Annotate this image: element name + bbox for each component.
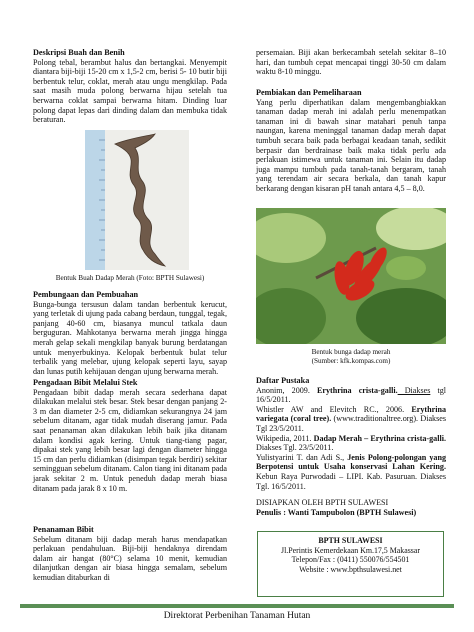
footer-text: Direktorat Perbenihan Tanaman Hutan: [163, 611, 311, 621]
ref-3: Wikipedia, 2011. Dadap Merah – Erythrina crista-galli. Diakses Tgl. 23/5/2011.: [256, 433, 446, 453]
pengadaan-text: Pengadaan bibit dadap merah secara sederhana dapat dilakukan melalui stek besar. Stek besar dengan panjang 2-3 m dan diameter 2-5 cm, didiamkan sekurangnya 24 jam sebelum ditanam, agar tidak mudah diserang jamur. Pada saat penanaman akan dilakukan lebih baik jika ditanam dalam kondisi agak kering. Untuk tiang-tiang pagar, dipakai stek yang lebih besar lagi dengan diameter hingga 15 cm dan perlu didiamkan (disimpan tegak berdiri) sekitar semingguan sebelum ditanam. Calon tiang ini ditanam pada jarak sekitar 2 m. Untuk peneduh dadap merah biasa ditanam pada jarak 8 x 10 m.: [33, 387, 227, 493]
contact-website: Website : www.bpthsulawesi.net: [299, 564, 402, 574]
contact-address: Jl.Perintis Kemerdekaan Km.17,5 Makassar: [281, 545, 420, 555]
deskripsi-heading: Deskripsi Buah dan Benih: [33, 48, 125, 57]
penanaman-heading: Penanaman Bibit: [33, 525, 94, 534]
section-deskripsi: [33, 48, 227, 125]
pembungaan-heading: Pembungaan dan Pembuahan: [33, 290, 139, 299]
pod-image: [85, 130, 189, 270]
contact-box: [257, 531, 444, 597]
ref-2: Whistler AW and Elevitch RC., 2006. Erythrina variegata (coral tree). (www.traditionaltree.org). Diakses Tgl 23/5/2011.: [256, 404, 446, 433]
pembiakan-text: Yang perlu diperhatikan dalam mengembangbiakkan tanaman dadap merah ini adalah perlu menempatkan tanaman ini di bawah sinar matahari penuh tanpa naungan, karena meninggal tanaman dadap merah dapat tumbuh secara baik pada berbagai keadaan tanah, sedikit berpasir dan berdrainase baik maka tidak perlu ada perlakuan istimewa untuk tanaman ini. Selain itu dadap juga mampu tumbuh pada tanah-tanah bergaram, tanah yang terendam air secara berkala, dan tanah kapur berkarang dengan kisaran pH tanah antara 4,5 – 8,0.: [256, 97, 446, 193]
pengadaan-heading: Pengadaan Bibit Melalui Stek: [33, 378, 138, 387]
prepared-by: DISIAPKAN OLEH BPTH SULAWESI: [256, 498, 389, 507]
pustaka-heading: Daftar Pustaka: [256, 376, 310, 385]
flower-image: [256, 208, 446, 344]
contact-phone: Telepon/Fax : (0411) 550076/554501: [291, 555, 410, 564]
ref-4: Yulistyarini T. dan Adi S., Jenis Polong-polongan yang Berpotensi untuk Usaha konservasi Lahan Kering. Kebun Raya Purwodadi – LIPI. Kab. Pasuruan. Diakses Tgl. 16/5/2011.: [256, 452, 446, 491]
penanaman-text: Sebelum ditanam biji dadap merah harus mendapatkan perlakuan pendahuluan. Biji-biji hendaknya direndam dalam air hangat (80°C) selama 10 menit, kemudian dilanjutkan dengan air biasa hingga semalam, sebelum kemudian ditaburkan di: [33, 534, 227, 582]
pembungaan-text: Bunga-bunga tersusun dalam tandan berbentuk kerucut, yang terletak di ujung pada cabang berdaun, tunggal, tegak, panjang 40-60 cm, biasanya muncul tatkala daun berguguran. Mahkotanya berwarna merah jingga hingga merah gelap sekali mengkilap banyak burung berdatangan untuk menyerbukinya. Kelopak berbentuk bulat telur terbalik yang melebar, ujung kelopak seperti layu, sayap dan lunas putih kehijauan dengan ujung berwarna merah.: [33, 299, 227, 376]
contact-box-title: BPTH SULAWESI: [318, 536, 383, 545]
flower-photo: [256, 208, 446, 344]
continued-text: persemaian. Biji akan berkecambah setelah sekitar 8–10 hari, dan tumbuh cepat mencapai tinggi 30-50 cm dalam waktu 8-10 minggu.: [256, 48, 446, 77]
section-pustaka: [256, 376, 446, 491]
pod-caption: Bentuk Buah Dadap Merah (Foto: BPTH Sulawesi): [55, 274, 205, 282]
deskripsi-text: Polong tebal, berambut halus dan bertangkai. Menyempit diantara biji-biji 15-20 cm x 1,5-2 cm, berisi 5- 10 butir biji berbentuk telur, coklat, merah atau ungu mengkilap. Pada saat masih muda polong berwarna hijau setelah tua berwarna coklat sampai berwarna hitam. Dinding luar polong dapat lepas dari dinding dalam dan membuka tidak beraturan.: [33, 57, 227, 125]
flower-caption: Bentuk bunga dadap merah: [311, 348, 391, 356]
section-pembungaan: [33, 290, 227, 376]
footer-divider: [20, 604, 454, 608]
pod-photo: [85, 130, 189, 270]
section-continued: [256, 48, 446, 77]
pembiakan-heading: Pembiakan dan Pemeliharaan: [256, 88, 362, 97]
author-line: Penulis : Wanti Tampubolon (BPTH Sulawesi): [256, 508, 417, 517]
section-pengadaan: [33, 378, 227, 493]
section-pembiakan: [256, 88, 446, 194]
section-penanaman: [33, 525, 227, 583]
ref-1: Anonim, 2009. Erythrina crista-galli. Diakses tgl 16/5/2011.: [256, 385, 446, 405]
flower-source: (Sumber: kfk.kompas.com): [311, 357, 391, 365]
